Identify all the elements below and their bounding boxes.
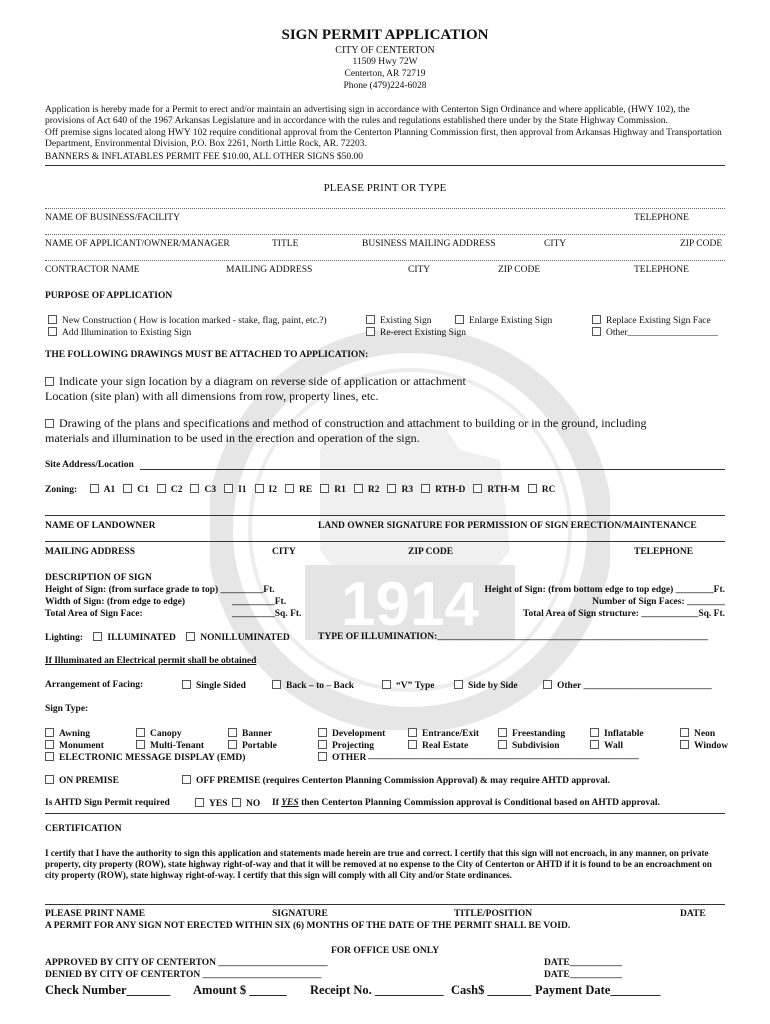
- checkbox-icon[interactable]: [455, 315, 464, 324]
- print-or-type: PLEASE PRINT OR TYPE: [323, 182, 447, 194]
- checkbox-icon[interactable]: [45, 377, 54, 386]
- checkbox-icon[interactable]: [366, 315, 375, 324]
- existing-sign-label: Existing Sign: [380, 316, 432, 326]
- zoning-option[interactable]: [354, 485, 380, 495]
- zoning-option[interactable]: [224, 485, 246, 495]
- height-surface-field[interactable]: Height of Sign: (from surface grade to top) _________Ft.: [45, 585, 275, 595]
- checkbox-icon[interactable]: [228, 740, 237, 749]
- back-to-back-label: Back – to – Back: [286, 681, 355, 691]
- ahtd-note-prefix: If: [272, 798, 282, 808]
- drawing-item-1-line-2: Location (site plan) with all dimensions from row, property lines, etc.: [45, 389, 379, 403]
- purpose-heading: PURPOSE OF APPLICATION: [45, 291, 173, 301]
- checkbox-icon[interactable]: [48, 315, 57, 324]
- checkbox-icon[interactable]: [195, 798, 204, 807]
- nonilluminated-label: NONILLUMINATED: [200, 633, 290, 643]
- faces-field[interactable]: Number of Sign Faces: ________: [592, 597, 725, 607]
- structure-area-field[interactable]: Total Area of Sign structure: ____________Sq. Ft.: [523, 609, 725, 619]
- checkbox-icon[interactable]: [45, 752, 54, 761]
- existing-sign-option[interactable]: [366, 315, 431, 326]
- sign-type-option[interactable]: [228, 728, 272, 739]
- on-premise-option[interactable]: [45, 775, 119, 786]
- checkbox-icon[interactable]: [93, 632, 102, 641]
- divider: [45, 165, 725, 166]
- description-heading: DESCRIPTION OF SIGN: [45, 573, 152, 583]
- checkbox-icon[interactable]: [136, 728, 145, 737]
- checkbox-icon[interactable]: [421, 484, 430, 493]
- checkbox-icon[interactable]: [136, 740, 145, 749]
- landowner-zip-label: ZIP CODE: [408, 547, 454, 557]
- ahtd-no-option[interactable]: [232, 798, 260, 809]
- ahtd-yes-option[interactable]: [195, 798, 227, 809]
- checkbox-icon[interactable]: [45, 740, 54, 749]
- side-by-side-option[interactable]: [454, 680, 518, 691]
- checkbox-icon[interactable]: [473, 484, 482, 493]
- zoning-option-label: RTH-D: [435, 485, 466, 495]
- business-name-label: NAME OF BUSINESS/FACILITY: [45, 213, 180, 223]
- checkbox-icon[interactable]: [182, 775, 191, 784]
- zoning-option-label: A1: [103, 485, 116, 495]
- drawing-item-2-line-2: materials and illumination to be used in the erection and operation of the sign.: [45, 431, 420, 445]
- sign-type-option[interactable]: [680, 728, 715, 739]
- city-label: CITY: [544, 239, 567, 249]
- site-address-label: Site Address/Location: [45, 460, 134, 470]
- checkbox-icon[interactable]: [592, 327, 601, 336]
- landowner-field-line[interactable]: [45, 515, 725, 516]
- sign-type-option[interactable]: [408, 740, 468, 751]
- contractor-label: CONTRACTOR NAME: [45, 265, 140, 275]
- checkbox-icon[interactable]: [285, 484, 294, 493]
- void-notice: A PERMIT FOR ANY SIGN NOT ERECTED WITHIN SIX (6) MONTHS OF THE DATE OF THE PERMIT SHALL BE VOID.: [45, 921, 571, 931]
- checkbox-icon[interactable]: [157, 484, 166, 493]
- zoning-option-label: I2: [268, 485, 277, 495]
- approved-date-field[interactable]: DATE___________: [544, 958, 622, 968]
- single-sided-label: Single Sided: [196, 681, 246, 691]
- zoning-option-label: C3: [204, 485, 217, 495]
- zoning-option[interactable]: [421, 485, 465, 495]
- business-field-line[interactable]: [45, 208, 725, 209]
- emd-option[interactable]: [45, 752, 245, 763]
- signature-label: SIGNATURE: [272, 909, 328, 919]
- zoning-row: [45, 484, 563, 495]
- fee-line: BANNERS & INFLATABLES PERMIT FEE $10.00, ALL OTHER SIGNS $50.00: [45, 152, 364, 162]
- checkbox-icon[interactable]: [590, 728, 599, 737]
- checkbox-icon[interactable]: [45, 728, 54, 737]
- sign-type-label: Subdivision: [512, 741, 560, 751]
- enlarge-label: Enlarge Existing Sign: [469, 316, 553, 326]
- checkbox-icon[interactable]: [680, 728, 689, 737]
- zoning-option-label: R2: [367, 485, 380, 495]
- area-field[interactable]: _________Sq. Ft.: [232, 609, 302, 619]
- title-position-label: TITLE/POSITION: [454, 909, 533, 919]
- checkbox-icon[interactable]: [498, 740, 507, 749]
- checkbox-icon[interactable]: [320, 484, 329, 493]
- reerect-option[interactable]: [366, 327, 466, 338]
- zoning-option-label: R3: [401, 485, 414, 495]
- new-construction-label: New Construction ( How is location marked - stake, flag, paint, etc.?): [62, 316, 327, 326]
- emd-label: ELECTRONIC MESSAGE DISPLAY (EMD): [59, 753, 246, 763]
- checkbox-icon[interactable]: [366, 327, 375, 336]
- sign-type-label: Entrance/Exit: [422, 729, 479, 739]
- denied-by-field[interactable]: DENIED BY CITY OF CENTERTON _________________________: [45, 970, 322, 980]
- checkbox-icon[interactable]: [354, 484, 363, 493]
- sign-type-label: Real Estate: [422, 741, 469, 751]
- checkbox-icon[interactable]: [228, 728, 237, 737]
- zoning-option-label: C1: [137, 485, 149, 495]
- applicant-label: NAME OF APPLICANT/OWNER/MANAGER: [45, 239, 230, 249]
- landowner-signature-label: LAND OWNER SIGNATURE FOR PERMISSION OF SIGN ERECTION/MAINTENANCE: [318, 521, 697, 531]
- other-facing-option[interactable]: [543, 680, 712, 691]
- checkbox-icon[interactable]: [232, 798, 241, 807]
- sign-type-label: OTHER: [332, 753, 367, 763]
- amount-field[interactable]: Amount $ ______: [193, 983, 287, 997]
- checkbox-icon[interactable]: [45, 419, 54, 428]
- replace-label: Replace Existing Sign Face: [606, 316, 711, 326]
- cash-field[interactable]: Cash$ _______: [451, 983, 532, 997]
- new-construction-option[interactable]: [48, 315, 327, 326]
- electrical-permit-note: If Illuminated an Electrical permit shall be obtained: [45, 656, 257, 666]
- sign-type-label: Freestanding: [512, 729, 566, 739]
- area-label: Total Area of Sign Face:: [45, 609, 143, 619]
- zoning-options: [90, 485, 564, 495]
- payment-date-field[interactable]: Payment Date________: [535, 983, 661, 997]
- on-premise-label: ON PREMISE: [59, 776, 119, 786]
- off-premise-label: OFF PREMISE (requires Centerton Planning Commission Approval) & may require AHTD approval.: [196, 776, 610, 786]
- date-label: DATE: [680, 909, 706, 919]
- sign-type-option[interactable]: [680, 740, 728, 751]
- landowner-mailing-field-line[interactable]: [45, 541, 725, 542]
- check-number-field[interactable]: Check Number_______: [45, 983, 171, 997]
- sign-type-option[interactable]: [498, 728, 565, 739]
- sign-type-label: Awning: [59, 729, 90, 739]
- denied-date-field[interactable]: DATE___________: [544, 970, 622, 980]
- landowner-mailing-label: MAILING ADDRESS: [45, 547, 136, 557]
- checkbox-icon[interactable]: [318, 740, 327, 749]
- sign-type-label: Portable: [242, 741, 277, 751]
- side-by-side-label: Side by Side: [468, 681, 518, 691]
- sign-type-option[interactable]: [228, 740, 277, 751]
- contractor-field-line[interactable]: [45, 260, 725, 261]
- checkbox-icon[interactable]: [255, 484, 264, 493]
- zoning-option-label: R1: [334, 485, 346, 495]
- lighting-label: Lighting:: [45, 633, 84, 643]
- checkbox-icon[interactable]: [90, 484, 99, 493]
- drawing-item-1[interactable]: [45, 374, 466, 388]
- sign-type-option[interactable]: [498, 740, 560, 751]
- address-line-1: 11509 Hwy 72W: [352, 57, 418, 67]
- print-name-label: PLEASE PRINT NAME: [45, 909, 146, 919]
- zoning-option-label: RE: [299, 485, 313, 495]
- zoning-option[interactable]: [157, 485, 183, 495]
- certification-heading: CERTIFICATION: [45, 824, 122, 834]
- enlarge-option[interactable]: [455, 315, 552, 326]
- sign-type-option[interactable]: [590, 740, 623, 751]
- other-purpose-option[interactable]: [592, 327, 718, 338]
- landowner-city-label: CITY: [272, 547, 296, 557]
- zoning-option[interactable]: [123, 485, 149, 495]
- contractor-telephone-label: TELEPHONE: [634, 265, 689, 275]
- sign-type-option[interactable]: [590, 728, 644, 739]
- zoning-option[interactable]: [285, 485, 312, 495]
- checkbox-icon[interactable]: [498, 728, 507, 737]
- checkbox-icon[interactable]: [182, 680, 191, 689]
- zoning-option[interactable]: [320, 485, 346, 495]
- single-sided-option[interactable]: [182, 680, 246, 691]
- drawings-heading: THE FOLLOWING DRAWINGS MUST BE ATTACHED TO APPLICATION:: [45, 350, 369, 360]
- contractor-mailing-label: MAILING ADDRESS: [226, 265, 313, 275]
- sign-type-option[interactable]: [136, 728, 182, 739]
- checkbox-icon[interactable]: [592, 315, 601, 324]
- facing-label: Arrangement of Facing:: [45, 680, 144, 690]
- signature-field-line[interactable]: [45, 904, 725, 905]
- ahtd-note-yes: YES: [281, 798, 299, 808]
- ahtd-no-label: NO: [246, 799, 261, 809]
- ahtd-yes-label: YES: [209, 799, 228, 809]
- other-facing-label: Other ___________________________: [557, 681, 712, 691]
- approved-by-field[interactable]: APPROVED BY CITY OF CENTERTON _______________________: [45, 958, 328, 968]
- checkbox-icon[interactable]: [382, 680, 391, 689]
- sign-type-label: Banner: [242, 729, 273, 739]
- reerect-label: Re-erect Existing Sign: [380, 328, 467, 338]
- contractor-city-label: CITY: [408, 265, 431, 275]
- other-purpose-label: Other___________________: [606, 328, 718, 338]
- sign-type-option[interactable]: [45, 740, 104, 751]
- nonilluminated-option[interactable]: [186, 633, 290, 643]
- checkbox-icon[interactable]: [680, 740, 689, 749]
- form-title: SIGN PERMIT APPLICATION: [281, 27, 489, 43]
- zoning-option[interactable]: [387, 485, 413, 495]
- business-mailing-label: BUSINESS MAILING ADDRESS: [362, 239, 496, 249]
- height-bottom-field[interactable]: Height of Sign: (from bottom edge to top edge) ________Ft.: [484, 585, 725, 595]
- zoning-option-label: I1: [238, 485, 247, 495]
- sign-type-option[interactable]: [136, 740, 204, 751]
- zoning-label: Zoning:: [45, 485, 78, 495]
- replace-option[interactable]: [592, 315, 711, 326]
- address-line-2: Centerton, AR 72719: [344, 69, 426, 79]
- sign-type-label: Monument: [59, 741, 104, 751]
- drawing-item-2-line-1: Drawing of the plans and specifications and method of construction and attachment to building or in the ground, including: [59, 416, 647, 430]
- contractor-zip-label: ZIP CODE: [498, 265, 541, 275]
- checkbox-icon[interactable]: [224, 484, 233, 493]
- applicant-field-line[interactable]: [45, 234, 725, 235]
- other-sign-type-field[interactable]: _________________________________________________________: [368, 751, 639, 761]
- ahtd-note-suffix: then Centerton Planning Commission approval is Conditional based on AHTD approval.: [298, 798, 660, 808]
- telephone-label: TELEPHONE: [634, 213, 689, 223]
- office-use-heading: FOR OFFICE USE ONLY: [330, 946, 440, 956]
- site-address-field[interactable]: [140, 469, 725, 470]
- zoning-option-label: RC: [541, 485, 556, 495]
- divider: [45, 813, 725, 814]
- checkbox-icon[interactable]: [590, 740, 599, 749]
- v-type-label: “V” Type: [396, 681, 435, 691]
- sign-type-option[interactable]: [318, 752, 366, 763]
- checkbox-icon[interactable]: [543, 680, 552, 689]
- receipt-number-field[interactable]: Receipt No. ___________: [310, 983, 444, 997]
- sign-type-option[interactable]: [318, 740, 374, 751]
- checkbox-icon[interactable]: [454, 680, 463, 689]
- checkbox-icon[interactable]: [190, 484, 199, 493]
- phone-line: Phone (479)224-6028: [343, 81, 427, 91]
- landowner-telephone-label: TELEPHONE: [634, 547, 694, 557]
- ahtd-label: Is AHTD Sign Permit required: [45, 798, 170, 808]
- checkbox-icon[interactable]: [48, 327, 57, 336]
- checkbox-icon[interactable]: [408, 728, 417, 737]
- svg-text:1914: 1914: [341, 570, 479, 639]
- sign-type-option[interactable]: [45, 728, 90, 739]
- checkbox-icon[interactable]: [318, 728, 327, 737]
- certification-text: I certify that I have the authority to sign this application and statements made herein are true and correct. I certify that this sign will not encroach, in any manner, on private property, city property (ROW), state highway right-of-way and that it will be removed at no expense to the City of Centerton or AHTD if it is found to be an encroachment on city property (ROW), state highway right-of-way. I certify that this sign will comply with all City and/or State ordinances.: [45, 848, 712, 880]
- sign-type-option[interactable]: [318, 728, 385, 739]
- v-type-option[interactable]: [382, 680, 434, 691]
- zoning-option[interactable]: [90, 485, 116, 495]
- sign-type-option[interactable]: [408, 728, 479, 739]
- add-illumination-label: Add Illumination to Existing Sign: [62, 328, 192, 338]
- checkbox-icon[interactable]: [408, 740, 417, 749]
- add-illumination-option[interactable]: [48, 327, 191, 338]
- checkbox-icon[interactable]: [387, 484, 396, 493]
- checkbox-icon[interactable]: [45, 775, 54, 784]
- sign-type-label: Canopy: [150, 729, 182, 739]
- illuminated-option[interactable]: [93, 633, 175, 643]
- illuminated-label: ILLUMINATED: [107, 633, 176, 643]
- drawing-item-1-line-1: Indicate your sign location by a diagram on reverse side of application or attachment: [59, 374, 466, 388]
- zoning-option[interactable]: [473, 485, 519, 495]
- illumination-type-field[interactable]: TYPE OF ILLUMINATION:_________________________________________________________: [318, 632, 709, 642]
- checkbox-icon[interactable]: [318, 752, 327, 761]
- zoning-option[interactable]: [528, 485, 556, 495]
- sign-type-label: Neon: [694, 729, 716, 739]
- checkbox-icon[interactable]: [123, 484, 132, 493]
- sign-type-label: Development: [332, 729, 386, 739]
- width-label: Width of Sign: (from edge to edge): [45, 597, 186, 607]
- intro-paragraph-2: Off premise signs located along HWY 102 require conditional approval from the Centerton Planning Commission first, then approval from Arkansas Highway and Transportation Department, Environmental Division, P.O. Box 2261, North Little Rock, AR. 72203.: [45, 128, 722, 149]
- sign-type-label: Sign Type:: [45, 704, 89, 714]
- intro-paragraph-1: Application is hereby made for a Permit to erect and/or maintain an advertising sign in accordance with Centerton Sign Ordinance and where applicable, (HWY 102), the provisions of Act 640 of the 1967 Arkansas Legislature and in accordance with the rules and regulations established there under by the State Highway Commission.: [45, 105, 690, 126]
- sign-type-label: Window: [694, 741, 729, 751]
- drawing-item-2[interactable]: [45, 416, 647, 430]
- checkbox-icon[interactable]: [272, 680, 281, 689]
- sign-type-label: Inflatable: [604, 729, 644, 739]
- zip-label: ZIP CODE: [680, 239, 723, 249]
- sign-type-label: Wall: [604, 741, 624, 751]
- width-field[interactable]: _________Ft.: [232, 597, 287, 607]
- landowner-name-label: NAME OF LANDOWNER: [45, 521, 156, 531]
- checkbox-icon[interactable]: [186, 632, 195, 641]
- sign-type-label: Projecting: [332, 741, 375, 751]
- zoning-option-label: RTH-M: [487, 485, 520, 495]
- zoning-option-label: C2: [170, 485, 183, 495]
- off-premise-option[interactable]: [182, 775, 610, 786]
- ahtd-note: [272, 798, 660, 808]
- title-label: TITLE: [272, 239, 299, 249]
- zoning-option[interactable]: [190, 485, 216, 495]
- back-to-back-option[interactable]: [272, 680, 354, 691]
- zoning-option[interactable]: [255, 485, 277, 495]
- sign-type-label: Multi-Tenant: [150, 741, 205, 751]
- lighting-row: [45, 632, 290, 643]
- city-name: CITY OF CENTERTON: [335, 45, 435, 56]
- checkbox-icon[interactable]: [528, 484, 537, 493]
